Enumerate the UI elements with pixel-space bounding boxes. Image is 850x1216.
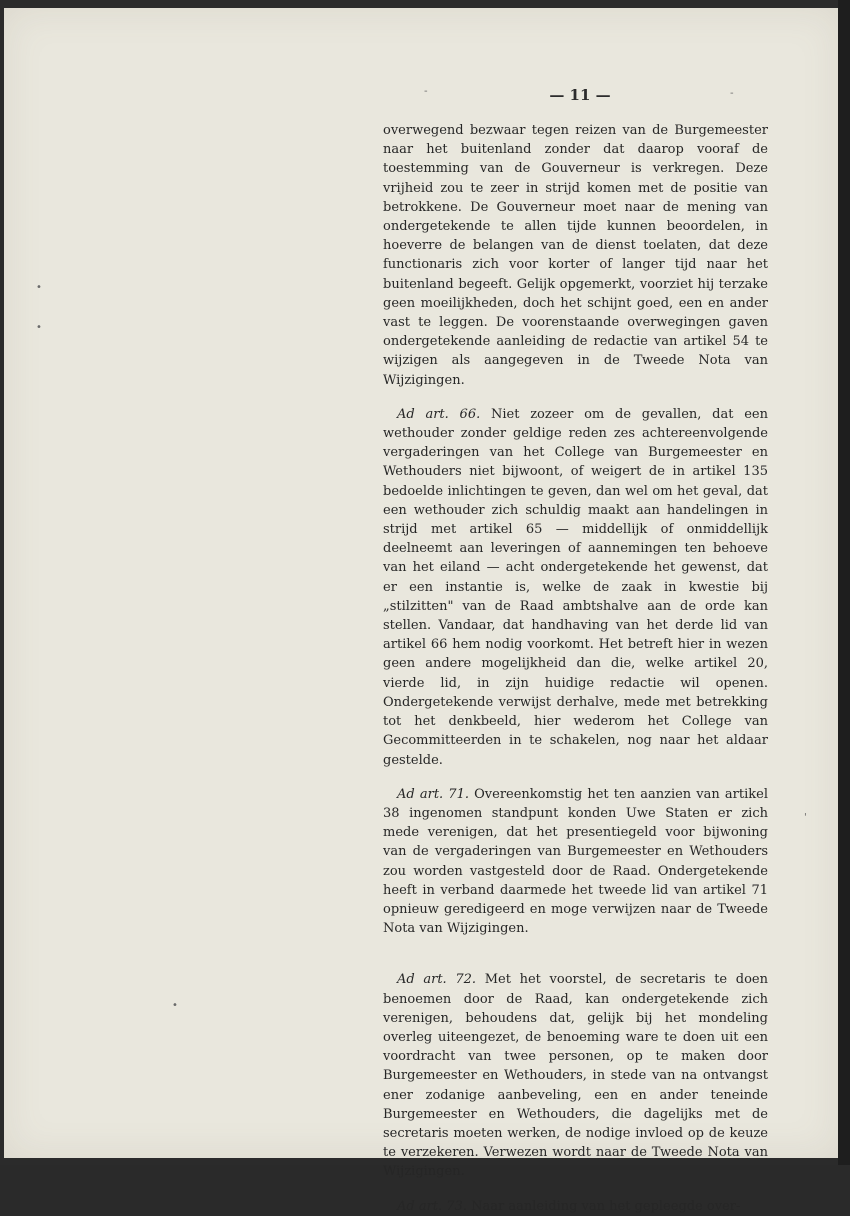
- paragraph-art-71: [383, 785, 768, 939]
- body-text: [383, 121, 768, 1216]
- scan-speck: •: [36, 322, 42, 333]
- scan-speck: -: [424, 86, 428, 97]
- paragraph-art-73: [383, 1197, 768, 1216]
- paragraph-art-72: [383, 970, 768, 1181]
- scan-edge: [838, 0, 850, 1165]
- paragraph-text: Met het voorstel, de secretaris te doen benoemen door de Raad, kan ondergetekende zich verenigen, behoudens dat, gelijk bij het mondeling overleg uiteengezet, de benoeming ware te doen uit een voordracht van twee personen, op te maken door Burgemeester en Wethouders, in stede van na ontvangst ener zodanige aanbeveling, een en ander teneinde Burgemeester en Wethouders, die dagelijks met de secretaris moeten werken, de nodige invloed op de keuze te verzekeren. Verwezen wordt naar de Tweede Nota van Wijzigingen.: [383, 972, 768, 1180]
- paragraph-continuation: [383, 121, 768, 390]
- paragraph-text: Overeenkomstig het ten aanzien van artikel 38 ingenomen standpunt konden Uwe Staten er zich mede verenigen, dat het presentiegeld voor bijwoning van de vergaderingen van Burgemeester en Wethouders zou worden vastgesteld door de Raad. Ondergetekende heeft in verband daarmede het tweede lid van artikel 71 opnieuw geredigeerd en moge verwijzen naar de Tweede Nota van Wijzigingen.: [383, 786, 768, 937]
- paragraph-text: Naar aanleiding van het gepleegde over-: [471, 1198, 741, 1214]
- scan-speck: ': [804, 812, 807, 823]
- article-label: Ad art. 71.: [397, 786, 469, 802]
- page-number: — 11 —: [549, 86, 611, 104]
- scan-speck: •: [36, 282, 42, 293]
- paragraph-text: Niet zozeer om de gevallen, dat een wethouder zonder geldige reden zes achtereenvolgende vergaderingen van het College van Burgemeester en Wethouders niet bijwoont, of weigert de in artikel 135 bedoelde inlichtingen te geven, dan wel om het geval, dat een wethouder zich schuldig maakt aan handelingen in strijd met artikel 65 — middellijk of onmiddellijk deelneemt aan leveringen of aannemingen ten behoeve van het eiland — acht ondergetekende het gewenst, dat er een instantie is, welke de zaak in kwestie bij „stilzitten" van de Raad ambtshalve aan de orde kan stellen. Vandaar, dat handhaving van het derde lid van artikel 66 hem nodig voorkomt. Het betreft hier in wezen geen andere mogelijkheid dan die, welke artikel 20, vierde lid, in zijn huidige redactie wil openen. Ondergetekende verwijst derhalve, mede met betrekking tot het denkbeeld, hier wederom het College van Gecommitteerden in te schakelen, nog naar het aldaar gestelde.: [383, 406, 768, 768]
- article-label: Ad art. 73.: [397, 1198, 467, 1214]
- paragraph-text: overwegend bezwaar tegen reizen van de Burgemeester naar het buitenland zonder dat daarop vooraf de toestemming van de Gouverneur is verkregen. Deze vrijheid zou te zeer in strijd komen met de positie van betrokkene. De Gouverneur moet naar de mening van ondergetekende te allen tijde kunnen beoordelen, in hoeverre de belangen van de dienst toelaten, dat deze functionaris zich voor korter of langer tijd naar het buitenland begeeft. Gelijk opgemerkt, voorziet hij terzake geen moeilijkheden, doch het schijnt goed, een en ander vast te leggen. De voorenstaande overwegingen gaven ondergetekende aanleiding de redactie van artikel 54 te wijzigen als aangegeven in de Tweede Nota van Wijzigingen.: [383, 123, 768, 388]
- article-label: Ad art. 66.: [397, 406, 481, 422]
- scan-speck: •: [172, 1000, 178, 1011]
- article-label: Ad art. 72.: [397, 972, 477, 988]
- scan-speck: -: [730, 88, 734, 99]
- paragraph-art-66: [383, 405, 768, 770]
